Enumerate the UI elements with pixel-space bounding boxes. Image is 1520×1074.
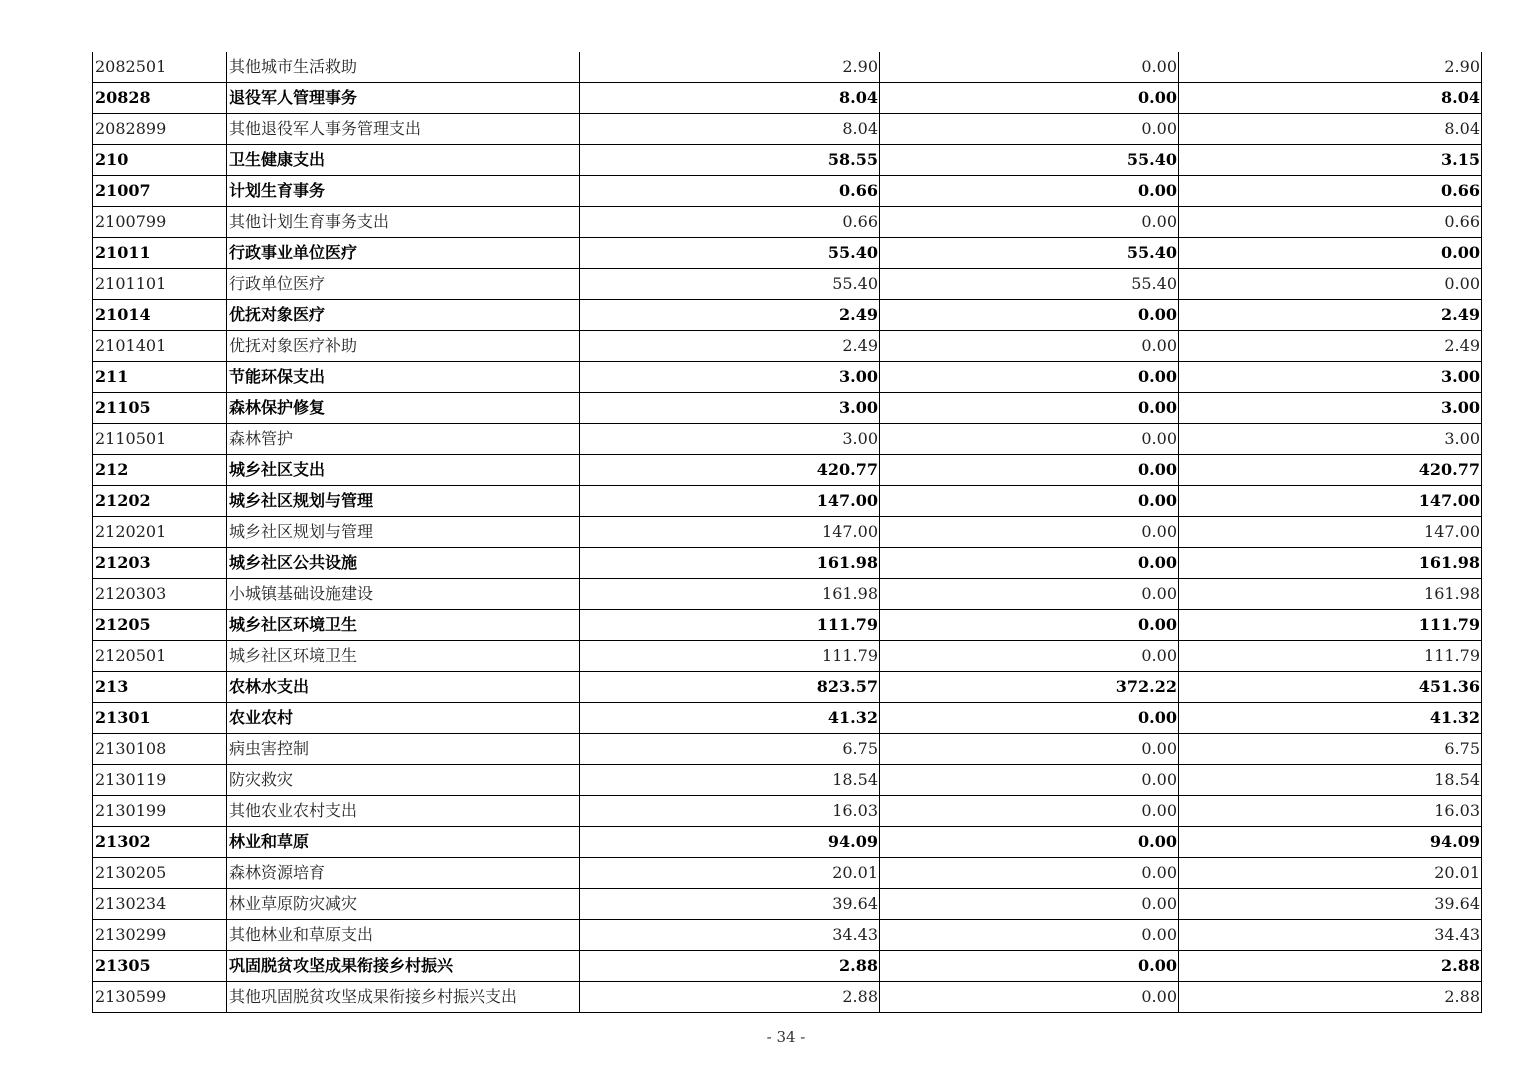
- basic-cell: 0.00: [880, 982, 1179, 1013]
- total-cell: 2.49: [580, 331, 880, 362]
- total-cell: 6.75: [580, 734, 880, 765]
- project-cell: 451.36: [1179, 672, 1482, 703]
- table-row: [93, 858, 1482, 889]
- total-cell: 34.43: [580, 920, 880, 951]
- name-cell: 城乡社区公共设施: [227, 548, 580, 579]
- name-cell: 行政事业单位医疗: [227, 238, 580, 269]
- basic-cell: 0.00: [880, 331, 1179, 362]
- project-cell: 2.88: [1179, 982, 1482, 1013]
- name-cell: 农林水支出: [227, 672, 580, 703]
- name-cell: 林业草原防灾减灾: [227, 889, 580, 920]
- project-cell: 3.00: [1179, 424, 1482, 455]
- total-cell: 0.66: [580, 176, 880, 207]
- total-cell: 147.00: [580, 517, 880, 548]
- name-cell: 城乡社区环境卫生: [227, 641, 580, 672]
- total-cell: 55.40: [580, 269, 880, 300]
- code-cell: 2101101: [93, 269, 227, 300]
- basic-cell: 0.00: [880, 889, 1179, 920]
- project-cell: 16.03: [1179, 796, 1482, 827]
- table-row: [93, 114, 1482, 145]
- name-cell: 优抚对象医疗补助: [227, 331, 580, 362]
- basic-cell: 0.00: [880, 796, 1179, 827]
- total-cell: 2.88: [580, 982, 880, 1013]
- name-cell: 行政单位医疗: [227, 269, 580, 300]
- total-cell: 0.66: [580, 207, 880, 238]
- table-body: [93, 52, 1482, 1013]
- total-cell: 161.98: [580, 579, 880, 610]
- code-cell: 2130205: [93, 858, 227, 889]
- name-cell: 巩固脱贫攻坚成果衔接乡村振兴: [227, 951, 580, 982]
- basic-cell: 55.40: [880, 145, 1179, 176]
- basic-cell: 55.40: [880, 269, 1179, 300]
- code-cell: 2082899: [93, 114, 227, 145]
- total-cell: 18.54: [580, 765, 880, 796]
- project-cell: 41.32: [1179, 703, 1482, 734]
- code-cell: 2120303: [93, 579, 227, 610]
- table-row: [93, 486, 1482, 517]
- name-cell: 其他林业和草原支出: [227, 920, 580, 951]
- code-cell: 21301: [93, 703, 227, 734]
- name-cell: 防灾救灾: [227, 765, 580, 796]
- table-row: [93, 920, 1482, 951]
- total-cell: 111.79: [580, 641, 880, 672]
- basic-cell: 0.00: [880, 362, 1179, 393]
- table-row: [93, 734, 1482, 765]
- table-row: [93, 331, 1482, 362]
- code-cell: 2130119: [93, 765, 227, 796]
- code-cell: 210: [93, 145, 227, 176]
- project-cell: 94.09: [1179, 827, 1482, 858]
- table-row: [93, 610, 1482, 641]
- code-cell: 21202: [93, 486, 227, 517]
- basic-cell: 0.00: [880, 610, 1179, 641]
- basic-cell: 0.00: [880, 52, 1179, 83]
- project-cell: 147.00: [1179, 486, 1482, 517]
- table-row: [93, 703, 1482, 734]
- table-row: [93, 362, 1482, 393]
- code-cell: 2130234: [93, 889, 227, 920]
- table-row: [93, 455, 1482, 486]
- total-cell: 2.88: [580, 951, 880, 982]
- total-cell: 3.00: [580, 362, 880, 393]
- total-cell: 111.79: [580, 610, 880, 641]
- basic-cell: 0.00: [880, 827, 1179, 858]
- basic-cell: 0.00: [880, 486, 1179, 517]
- basic-cell: 372.22: [880, 672, 1179, 703]
- basic-cell: 0.00: [880, 83, 1179, 114]
- basic-cell: 0.00: [880, 207, 1179, 238]
- code-cell: 2130299: [93, 920, 227, 951]
- basic-cell: 55.40: [880, 238, 1179, 269]
- total-cell: 3.00: [580, 424, 880, 455]
- project-cell: 147.00: [1179, 517, 1482, 548]
- code-cell: 2130108: [93, 734, 227, 765]
- table-row: [93, 672, 1482, 703]
- basic-cell: 0.00: [880, 579, 1179, 610]
- project-cell: 34.43: [1179, 920, 1482, 951]
- total-cell: 2.90: [580, 52, 880, 83]
- project-cell: 0.66: [1179, 207, 1482, 238]
- basic-cell: 0.00: [880, 641, 1179, 672]
- table-row: [93, 424, 1482, 455]
- name-cell: 林业和草原: [227, 827, 580, 858]
- table-row: [93, 951, 1482, 982]
- project-cell: 111.79: [1179, 641, 1482, 672]
- code-cell: 2130199: [93, 796, 227, 827]
- project-cell: 0.00: [1179, 238, 1482, 269]
- table-row: [93, 300, 1482, 331]
- code-cell: 211: [93, 362, 227, 393]
- code-cell: 2082501: [93, 52, 227, 83]
- total-cell: 16.03: [580, 796, 880, 827]
- total-cell: 55.40: [580, 238, 880, 269]
- basic-cell: 0.00: [880, 517, 1179, 548]
- name-cell: 城乡社区环境卫生: [227, 610, 580, 641]
- basic-cell: 0.00: [880, 920, 1179, 951]
- name-cell: 城乡社区规划与管理: [227, 517, 580, 548]
- table-row: [93, 889, 1482, 920]
- basic-cell: 0.00: [880, 114, 1179, 145]
- code-cell: 21007: [93, 176, 227, 207]
- table-row: [93, 641, 1482, 672]
- name-cell: 节能环保支出: [227, 362, 580, 393]
- total-cell: 2.49: [580, 300, 880, 331]
- code-cell: 212: [93, 455, 227, 486]
- code-cell: 21205: [93, 610, 227, 641]
- code-cell: 2120501: [93, 641, 227, 672]
- table-row: [93, 238, 1482, 269]
- name-cell: 优抚对象医疗: [227, 300, 580, 331]
- table-row: [93, 579, 1482, 610]
- code-cell: 2120201: [93, 517, 227, 548]
- project-cell: 161.98: [1179, 579, 1482, 610]
- project-cell: 0.66: [1179, 176, 1482, 207]
- total-cell: 3.00: [580, 393, 880, 424]
- total-cell: 8.04: [580, 114, 880, 145]
- code-cell: 20828: [93, 83, 227, 114]
- name-cell: 小城镇基础设施建设: [227, 579, 580, 610]
- code-cell: 213: [93, 672, 227, 703]
- project-cell: 3.15: [1179, 145, 1482, 176]
- code-cell: 21105: [93, 393, 227, 424]
- table-row: [93, 176, 1482, 207]
- name-cell: 退役军人管理事务: [227, 83, 580, 114]
- project-cell: 6.75: [1179, 734, 1482, 765]
- basic-cell: 0.00: [880, 176, 1179, 207]
- basic-cell: 0.00: [880, 424, 1179, 455]
- total-cell: 39.64: [580, 889, 880, 920]
- basic-cell: 0.00: [880, 765, 1179, 796]
- table-row: [93, 765, 1482, 796]
- total-cell: 823.57: [580, 672, 880, 703]
- code-cell: 21305: [93, 951, 227, 982]
- name-cell: 城乡社区规划与管理: [227, 486, 580, 517]
- project-cell: 420.77: [1179, 455, 1482, 486]
- project-cell: 3.00: [1179, 362, 1482, 393]
- project-cell: 111.79: [1179, 610, 1482, 641]
- name-cell: 计划生育事务: [227, 176, 580, 207]
- page-number: - 34 -: [766, 1028, 806, 1046]
- total-cell: 420.77: [580, 455, 880, 486]
- total-cell: 94.09: [580, 827, 880, 858]
- name-cell: 城乡社区支出: [227, 455, 580, 486]
- name-cell: 森林保护修复: [227, 393, 580, 424]
- basic-cell: 0.00: [880, 858, 1179, 889]
- code-cell: 2101401: [93, 331, 227, 362]
- project-cell: 2.90: [1179, 52, 1482, 83]
- code-cell: 2100799: [93, 207, 227, 238]
- table-row: [93, 145, 1482, 176]
- name-cell: 其他城市生活救助: [227, 52, 580, 83]
- basic-cell: 0.00: [880, 393, 1179, 424]
- project-cell: 2.49: [1179, 300, 1482, 331]
- name-cell: 其他退役军人事务管理支出: [227, 114, 580, 145]
- project-cell: 2.88: [1179, 951, 1482, 982]
- name-cell: 病虫害控制: [227, 734, 580, 765]
- project-cell: 39.64: [1179, 889, 1482, 920]
- name-cell: 其他巩固脱贫攻坚成果衔接乡村振兴支出: [227, 982, 580, 1013]
- code-cell: 2130599: [93, 982, 227, 1013]
- table-row: [93, 393, 1482, 424]
- project-cell: 20.01: [1179, 858, 1482, 889]
- project-cell: 3.00: [1179, 393, 1482, 424]
- basic-cell: 0.00: [880, 455, 1179, 486]
- basic-cell: 0.00: [880, 300, 1179, 331]
- total-cell: 41.32: [580, 703, 880, 734]
- total-cell: 147.00: [580, 486, 880, 517]
- name-cell: 森林管护: [227, 424, 580, 455]
- name-cell: 农业农村: [227, 703, 580, 734]
- table-row: [93, 269, 1482, 300]
- budget-table: [92, 52, 1482, 1013]
- basic-cell: 0.00: [880, 734, 1179, 765]
- code-cell: 21302: [93, 827, 227, 858]
- project-cell: 8.04: [1179, 83, 1482, 114]
- project-cell: 8.04: [1179, 114, 1482, 145]
- table-row: [93, 982, 1482, 1013]
- code-cell: 21203: [93, 548, 227, 579]
- total-cell: 8.04: [580, 83, 880, 114]
- table-row: [93, 517, 1482, 548]
- total-cell: 58.55: [580, 145, 880, 176]
- name-cell: 其他农业农村支出: [227, 796, 580, 827]
- name-cell: 其他计划生育事务支出: [227, 207, 580, 238]
- basic-cell: 0.00: [880, 548, 1179, 579]
- total-cell: 161.98: [580, 548, 880, 579]
- project-cell: 161.98: [1179, 548, 1482, 579]
- code-cell: 21011: [93, 238, 227, 269]
- code-cell: 2110501: [93, 424, 227, 455]
- total-cell: 20.01: [580, 858, 880, 889]
- table-row: [93, 207, 1482, 238]
- project-cell: 18.54: [1179, 765, 1482, 796]
- project-cell: 2.49: [1179, 331, 1482, 362]
- table-row: [93, 796, 1482, 827]
- table-row: [93, 83, 1482, 114]
- code-cell: 21014: [93, 300, 227, 331]
- table-row: [93, 52, 1482, 83]
- table-row: [93, 827, 1482, 858]
- project-cell: 0.00: [1179, 269, 1482, 300]
- name-cell: 卫生健康支出: [227, 145, 580, 176]
- table-row: [93, 548, 1482, 579]
- name-cell: 森林资源培育: [227, 858, 580, 889]
- basic-cell: 0.00: [880, 951, 1179, 982]
- basic-cell: 0.00: [880, 703, 1179, 734]
